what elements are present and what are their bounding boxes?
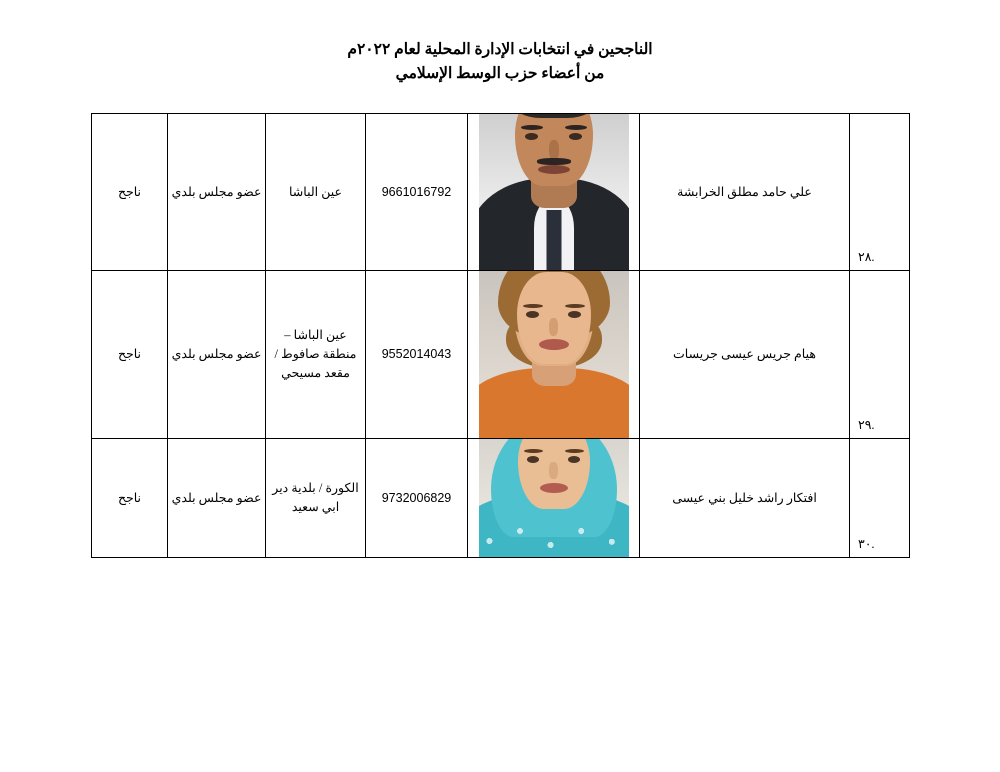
electoral-area: عين الباشا – منطقة صافوط / مقعد مسيحي [266,271,366,439]
portrait-photo-female-hijab [479,439,629,557]
title-line-2: من أعضاء حزب الوسط الإسلامي [395,65,605,83]
council-position: عضو مجلس بلدي [168,114,266,271]
row-index: ٢٨. [858,250,875,265]
results-table [91,113,910,558]
candidate-photo [468,271,640,439]
candidate-photo [468,439,640,558]
council-position: عضو مجلس بلدي [168,439,266,558]
table-row [92,271,910,439]
title-line-1: الناجحين في انتخابات الإدارة المحلية لعام ٢٠٢٢م [347,41,653,58]
candidate-name: هيام جريس عيسى جريسات [640,271,850,439]
electoral-area: عين الباشا [266,114,366,271]
table-row [92,114,910,271]
council-position: عضو مجلس بلدي [168,271,266,439]
row-index: ٢٩. [858,418,875,433]
status-badge: ناجح [92,439,168,558]
table-row [92,439,910,558]
electoral-area: الكورة / بلدية دير ابي سعيد [266,439,366,558]
national-id: 9661016792 [366,114,468,271]
candidate-name: علي حامد مطلق الخرابشة [640,114,850,271]
status-badge: ناجح [92,114,168,271]
portrait-photo-male [479,114,629,270]
national-id: 9732006829 [366,439,468,558]
national-id: 9552014043 [366,271,468,439]
row-index-cell [850,439,910,558]
page-title [0,0,1000,86]
row-index-cell [850,271,910,439]
candidate-photo [468,114,640,271]
status-badge: ناجح [92,271,168,439]
row-index-cell [850,114,910,271]
row-index: ٣٠. [858,537,875,552]
portrait-photo-female [479,271,629,438]
candidate-name: افتكار راشد خليل بني عيسى [640,439,850,558]
